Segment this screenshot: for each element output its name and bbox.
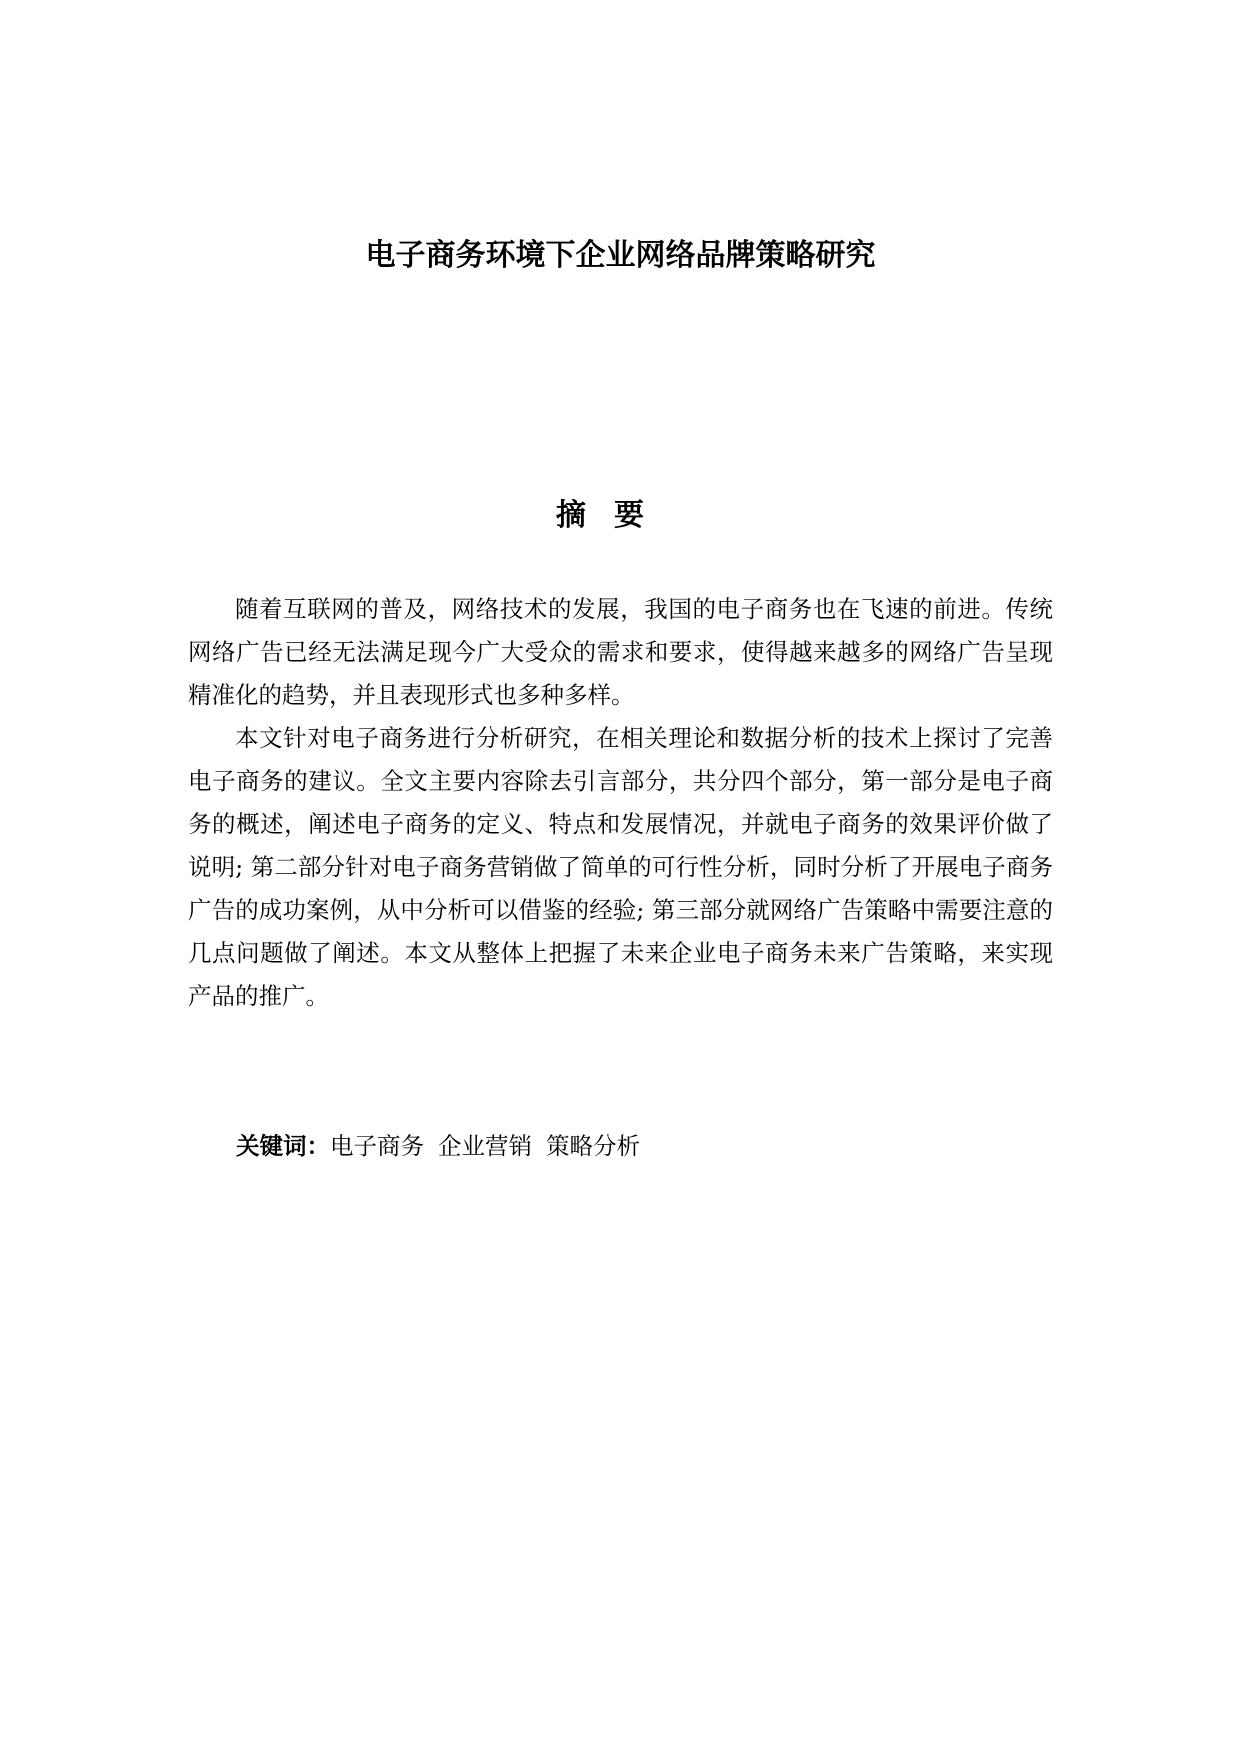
keyword-item: 策略分析 [546,1132,640,1160]
keyword-item: 企业营销 [438,1132,532,1160]
keywords-label: 关键词： [236,1132,330,1160]
abstract-heading: 摘要 [556,498,672,533]
abstract-body [188,588,1053,1018]
keywords-line [236,1126,654,1166]
keyword-item: 电子商务 [330,1132,424,1160]
abstract-paragraph-2: 本文针对电子商务进行分析研究，在相关理论和数据分析的技术上探讨了完善电子商务的建议。全文主要内容除去引言部分，共分四个部分，第一部分是电子商务的概述，阐述电子商务的定义、特点和发展情况，并就电子商务的效果评价做了说明; 第二部分针对电子商务营销做了简单的可行性分析，同时分析了开展电子商务广告的成功案例，从中分析可以借鉴的经验; 第三部分就网络广告策略中需要注意的几点问题做了阐述。本文从整体上把握了未来企业电子商务未来广告策略，来实现产品的推广。 [188,724,1053,1010]
abstract-paragraph-1: 随着互联网的普及，网络技术的发展，我国的电子商务也在飞速的前进。传统网络广告已经无法满足现今广大受众的需求和要求，使得越来越多的网络广告呈现精准化的趋势，并且表现形式也多种多样。 [188,595,1053,709]
paper-title: 电子商务环境下企业网络品牌策略研究 [365,238,876,273]
